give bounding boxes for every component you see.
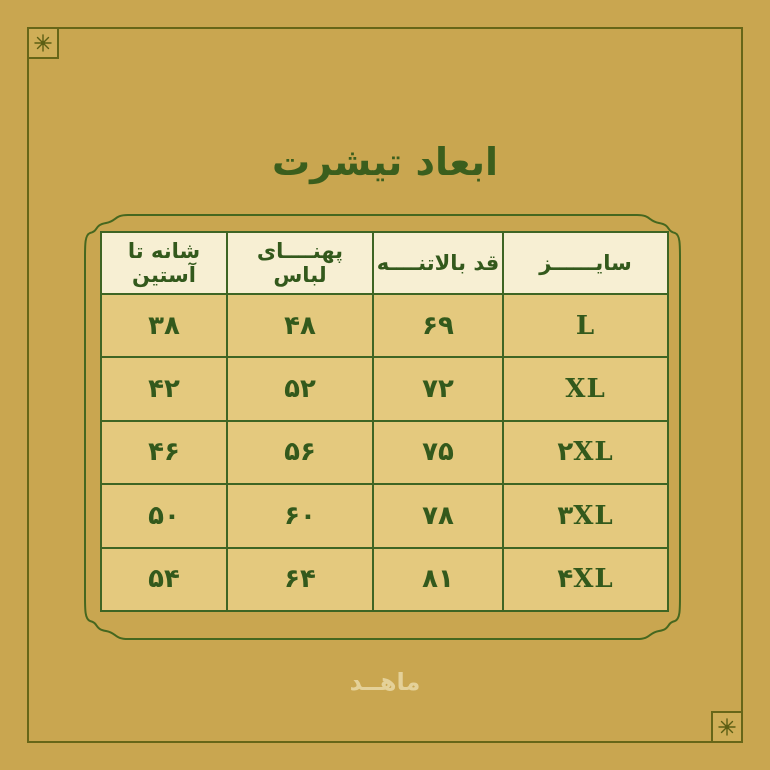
size-label: ۴XL bbox=[503, 548, 668, 611]
garment-width-value: ۶۰ bbox=[227, 484, 373, 547]
table-row bbox=[101, 548, 668, 611]
size-label: ۳XL bbox=[503, 484, 668, 547]
col-header-bodice-length: قد بالاتنــــه bbox=[373, 232, 503, 294]
col-header-shoulder-sleeve: شانه تا آستین bbox=[101, 232, 227, 294]
table-row bbox=[101, 294, 668, 357]
garment-width-value: ۶۴ bbox=[227, 548, 373, 611]
size-label: L bbox=[503, 294, 668, 357]
star-icon bbox=[34, 34, 52, 52]
shoulder-sleeve-value: ۵۴ bbox=[101, 548, 227, 611]
page-title: ابعاد تیشرت bbox=[271, 140, 498, 184]
shoulder-sleeve-value: ۴۶ bbox=[101, 421, 227, 484]
table-row bbox=[101, 421, 668, 484]
bodice-length-value: ۸۱ bbox=[373, 548, 503, 611]
garment-width-value: ۵۶ bbox=[227, 421, 373, 484]
size-label: ۲XL bbox=[503, 421, 668, 484]
bodice-length-value: ۶۹ bbox=[373, 294, 503, 357]
col-header-garment-width: پهنــــای لباس bbox=[227, 232, 373, 294]
size-label: XL bbox=[503, 357, 668, 420]
shoulder-sleeve-value: ۵۰ bbox=[101, 484, 227, 547]
corner-star-box-top-left bbox=[27, 27, 59, 59]
bodice-length-value: ۷۸ bbox=[373, 484, 503, 547]
col-header-size: سایــــــز bbox=[503, 232, 668, 294]
table-row bbox=[101, 484, 668, 547]
size-table bbox=[100, 231, 669, 612]
bodice-length-value: ۷۵ bbox=[373, 421, 503, 484]
shoulder-sleeve-value: ۳۸ bbox=[101, 294, 227, 357]
bodice-length-value: ۷۲ bbox=[373, 357, 503, 420]
star-icon bbox=[718, 718, 736, 736]
brand-logo-text: ماهــد bbox=[349, 668, 421, 696]
garment-width-value: ۴۸ bbox=[227, 294, 373, 357]
garment-width-value: ۵۲ bbox=[227, 357, 373, 420]
header-row bbox=[101, 232, 668, 294]
table-row bbox=[101, 357, 668, 420]
corner-star-box-bottom-right bbox=[711, 711, 743, 743]
shoulder-sleeve-value: ۴۲ bbox=[101, 357, 227, 420]
